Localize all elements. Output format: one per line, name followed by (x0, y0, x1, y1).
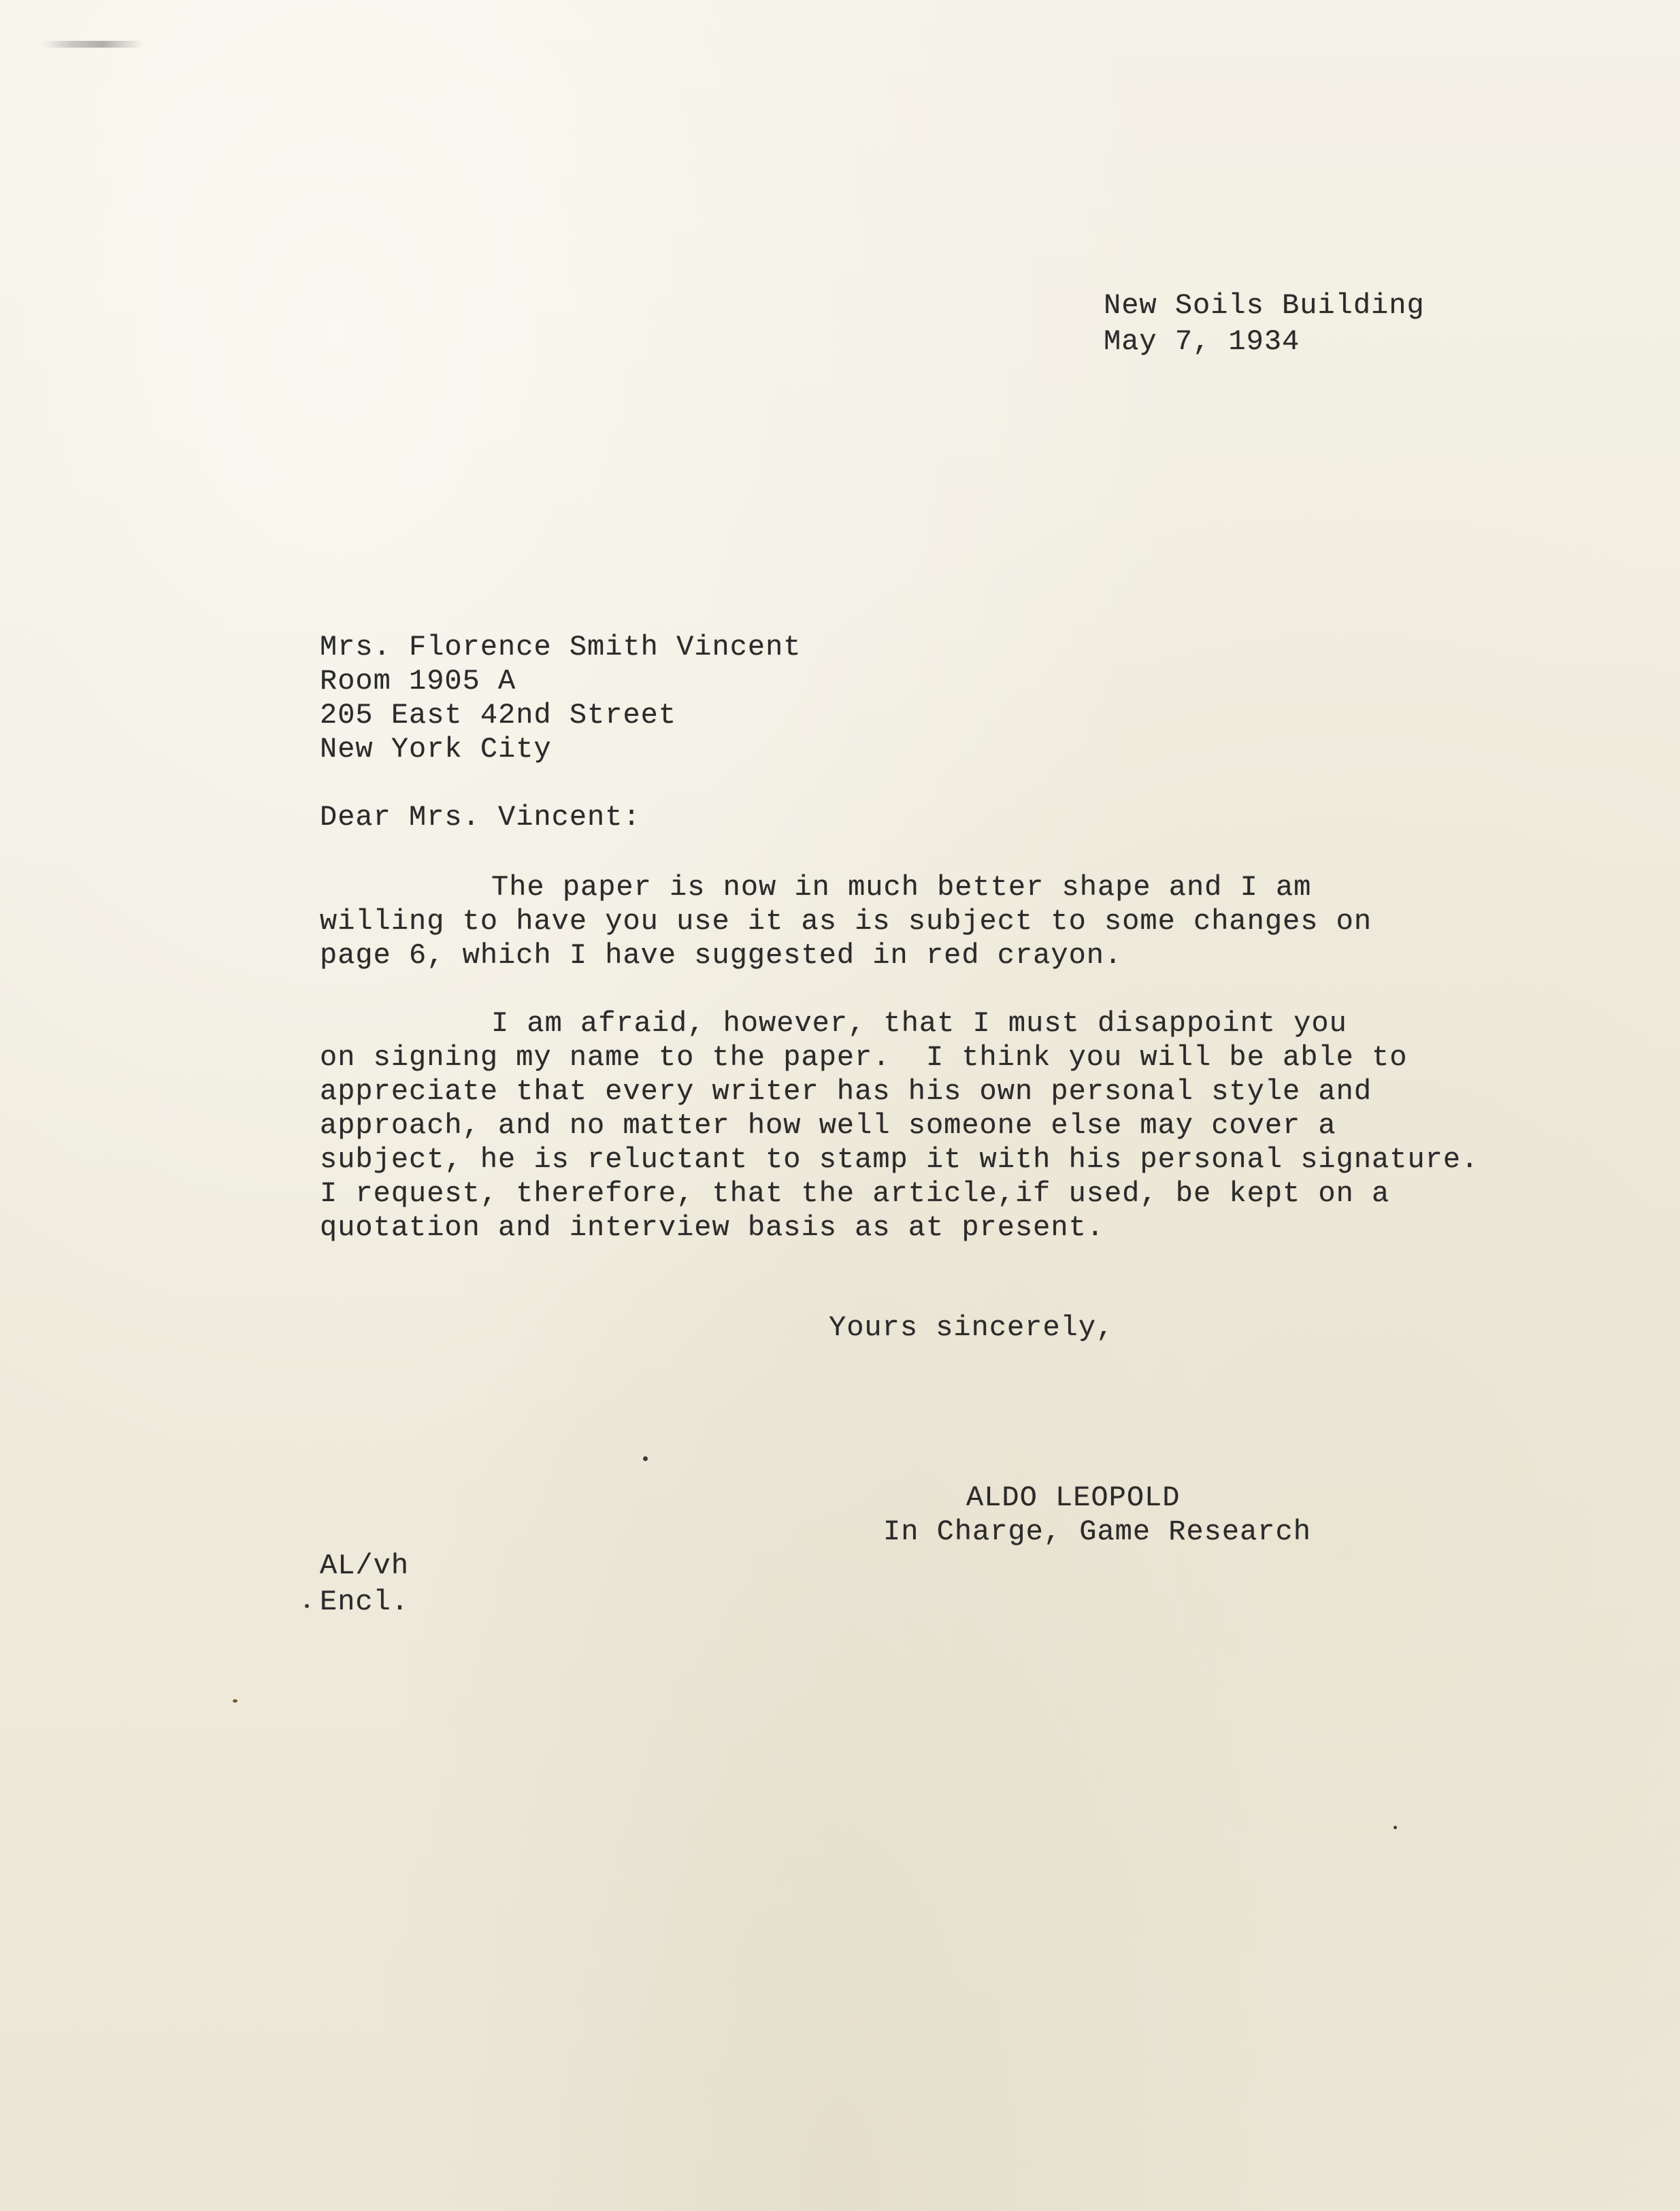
salutation: Dear Mrs. Vincent: (320, 801, 641, 834)
recipient-city: New York City (320, 733, 552, 766)
paragraph2-line: I request, therefore, that the article,if used, be kept on a (320, 1177, 1390, 1210)
paragraph2-line: appreciate that every writer has his own personal style and (320, 1075, 1372, 1108)
signature-name: ALDO LEOPOLD (966, 1481, 1181, 1514)
ink-speck (233, 1699, 237, 1703)
paragraph2-line: on signing my name to the paper. I think you will be able to (320, 1041, 1408, 1074)
paragraph2-line: I am afraid, however, that I must disappoint you (491, 1007, 1347, 1040)
paragraph2-line: subject, he is reluctant to stamp it with his personal signature. (320, 1143, 1479, 1176)
typist-initials: AL/vh (320, 1550, 410, 1582)
paragraph1-line: page 6, which I have suggested in red crayon. (320, 939, 1123, 972)
closing: Yours sincerely, (829, 1311, 1115, 1344)
ink-speck (643, 1456, 648, 1461)
letter-date: May 7, 1934 (1104, 325, 1300, 358)
recipient-street: 205 East 42nd Street (320, 699, 677, 732)
recipient-room: Room 1905 A (320, 665, 516, 698)
ink-speck (305, 1604, 309, 1608)
ink-speck (1394, 1826, 1397, 1829)
recipient-name: Mrs. Florence Smith Vincent (320, 631, 802, 664)
enclosure-note: Encl. (320, 1586, 410, 1618)
paragraph2-line: approach, and no matter how well someone else may cover a (320, 1109, 1336, 1142)
ink-smudge (42, 41, 143, 48)
paragraph1-line: willing to have you use it as is subject to some changes on (320, 905, 1372, 938)
paragraph2-line: quotation and interview basis as at present. (320, 1211, 1104, 1244)
signature-title: In Charge, Game Research (883, 1516, 1311, 1548)
paragraph1-line: The paper is now in much better shape and I am (491, 871, 1312, 904)
letterhead-place: New Soils Building (1104, 289, 1425, 322)
